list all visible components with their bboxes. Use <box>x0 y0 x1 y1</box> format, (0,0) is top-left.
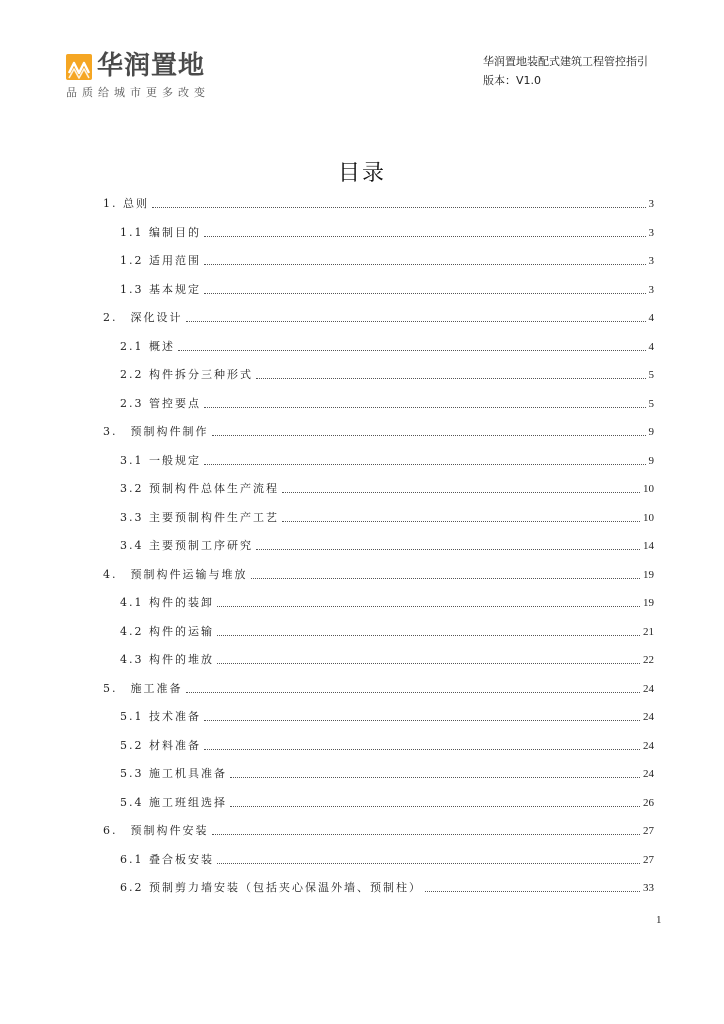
toc-dot-leader <box>256 549 640 550</box>
toc-entry-page: 24 <box>643 682 654 695</box>
toc-entry-label: 4. 预制构件运输与堆放 <box>103 567 248 581</box>
toc-entry-page: 19 <box>643 568 654 581</box>
toc-entry[interactable] <box>120 595 654 611</box>
logo-icon <box>66 54 92 80</box>
toc-dot-leader <box>217 606 640 607</box>
document-version: 版本：V1.0 <box>483 74 542 87</box>
toc-entry-page: 4 <box>648 340 654 353</box>
toc-entry[interactable] <box>120 795 654 811</box>
toc-entry-label: 6. 预制构件安装 <box>103 824 209 837</box>
toc-entry[interactable] <box>103 424 654 440</box>
toc-entry[interactable] <box>120 225 654 241</box>
toc-dot-leader <box>217 863 640 864</box>
toc-entry-page: 10 <box>643 483 654 495</box>
toc-entry[interactable] <box>120 396 654 412</box>
toc-entry-label: 1.2 适用范围 <box>120 254 201 267</box>
toc-entry[interactable] <box>120 481 654 497</box>
toc-dot-leader <box>186 692 641 693</box>
toc-entry-label: 3.1 一般规定 <box>120 453 201 467</box>
toc-entry-page: 26 <box>643 796 654 809</box>
toc-dot-leader <box>186 321 646 322</box>
toc-entry-page: 19 <box>643 597 654 609</box>
toc-entry[interactable] <box>103 823 654 839</box>
toc-dot-leader <box>230 806 640 807</box>
toc-dot-leader <box>425 891 640 892</box>
logo-name: 华润置地 <box>97 51 206 81</box>
toc-entry-page: 10 <box>643 511 654 524</box>
toc-dot-leader <box>204 749 640 750</box>
toc-entry[interactable] <box>120 253 654 269</box>
toc-entry[interactable] <box>120 282 654 298</box>
toc-dot-leader <box>217 635 640 636</box>
document-title: 华润置地装配式建筑工程管控指引 <box>483 55 648 68</box>
toc-dot-leader <box>204 407 646 408</box>
toc-entry-label: 6.1 叠合板安装 <box>120 852 214 866</box>
toc-entry-label: 1. 总则 <box>103 197 149 210</box>
toc-dot-leader <box>282 492 640 493</box>
toc-dot-leader <box>204 464 646 465</box>
toc-entry[interactable] <box>120 538 654 554</box>
toc-entry-label: 2.3 管控要点 <box>120 396 201 410</box>
toc-entry[interactable] <box>103 567 654 583</box>
toc-dot-leader <box>217 663 640 664</box>
toc-entry[interactable] <box>120 453 654 469</box>
toc-entry-label: 4.3 构件的堆放 <box>120 653 214 666</box>
toc-entry[interactable] <box>120 880 654 896</box>
toc-entry-page: 24 <box>643 768 654 780</box>
toc-dot-leader <box>212 435 646 436</box>
toc-entry-label: 3.2 预制构件总体生产流程 <box>120 482 279 495</box>
toc-entry-label: 4.1 构件的装卸 <box>120 596 214 609</box>
toc-entry-label: 5.1 技术准备 <box>120 710 201 723</box>
toc-entry[interactable] <box>120 367 654 383</box>
toc-dot-leader <box>204 264 646 265</box>
page-number: 1 <box>656 914 662 926</box>
toc-entry-page: 9 <box>648 454 654 467</box>
toc-entry-label: 5.4 施工班组选择 <box>120 795 227 809</box>
toc-entry-label: 2.2 构件拆分三种形式 <box>120 368 253 381</box>
toc-heading: 目录 <box>337 161 386 186</box>
toc-entry-label: 4.2 构件的运输 <box>120 624 214 638</box>
toc-dot-leader <box>230 777 640 778</box>
toc-entry[interactable] <box>120 766 654 782</box>
toc-entry-page: 3 <box>648 255 654 267</box>
toc-entry-page: 9 <box>648 426 654 438</box>
toc-entry[interactable] <box>120 339 654 355</box>
toc-dot-leader <box>204 293 646 294</box>
toc-dot-leader <box>282 521 640 522</box>
toc-entry-page: 22 <box>643 654 654 666</box>
toc-entry-page: 4 <box>648 312 654 324</box>
toc-entry[interactable] <box>103 310 654 326</box>
toc-entry[interactable] <box>120 510 654 526</box>
toc-entry-label: 5. 施工准备 <box>103 681 183 695</box>
toc-entry-label: 3. 预制构件制作 <box>103 425 209 438</box>
toc-entry-label: 3.4 主要预制工序研究 <box>120 539 253 552</box>
toc-entry-page: 3 <box>648 283 654 296</box>
toc-entry-page: 3 <box>648 198 654 210</box>
toc-entry[interactable] <box>120 738 654 754</box>
toc-entry-label: 5.3 施工机具准备 <box>120 767 227 780</box>
toc-entry-label: 1.1 编制目的 <box>120 225 201 239</box>
toc-entry-label: 2.1 概述 <box>120 339 175 353</box>
toc-entry[interactable] <box>103 681 654 697</box>
toc-entry-page: 3 <box>648 226 654 239</box>
toc-entry-label: 1.3 基本规定 <box>120 282 201 296</box>
toc-entry[interactable] <box>120 624 654 640</box>
toc-entry-page: 27 <box>643 825 654 837</box>
toc-dot-leader <box>256 378 646 379</box>
toc-entry[interactable] <box>120 652 654 668</box>
toc-entry-page: 24 <box>643 711 654 723</box>
page-header <box>0 0 724 110</box>
toc-dot-leader <box>212 834 641 835</box>
toc-entry-page: 14 <box>643 540 654 552</box>
toc-entry[interactable] <box>103 196 654 212</box>
toc-dot-leader <box>251 578 641 579</box>
toc-dot-leader <box>204 720 640 721</box>
toc-entry[interactable] <box>120 709 654 725</box>
logo-slogan: 品质给城市更多改变 <box>66 86 210 99</box>
toc-dot-leader <box>152 207 646 208</box>
toc-entry-page: 5 <box>648 369 654 381</box>
toc-entry-label: 2. 深化设计 <box>103 311 183 324</box>
toc-entry[interactable] <box>120 852 654 868</box>
toc-dot-leader <box>204 236 646 237</box>
toc-entry-label: 6.2 预制剪力墙安装（包括夹心保温外墙、预制柱） <box>120 881 422 894</box>
toc-entry-page: 21 <box>643 625 654 638</box>
toc-entry-page: 5 <box>648 397 654 410</box>
toc-dot-leader <box>178 350 646 351</box>
toc-entry-label: 3.3 主要预制构件生产工艺 <box>120 510 279 524</box>
toc-entry-page: 33 <box>643 882 654 894</box>
toc-entry-label: 5.2 材料准备 <box>120 738 201 752</box>
toc-entry-page: 24 <box>643 739 654 752</box>
toc-entry-page: 27 <box>643 853 654 866</box>
